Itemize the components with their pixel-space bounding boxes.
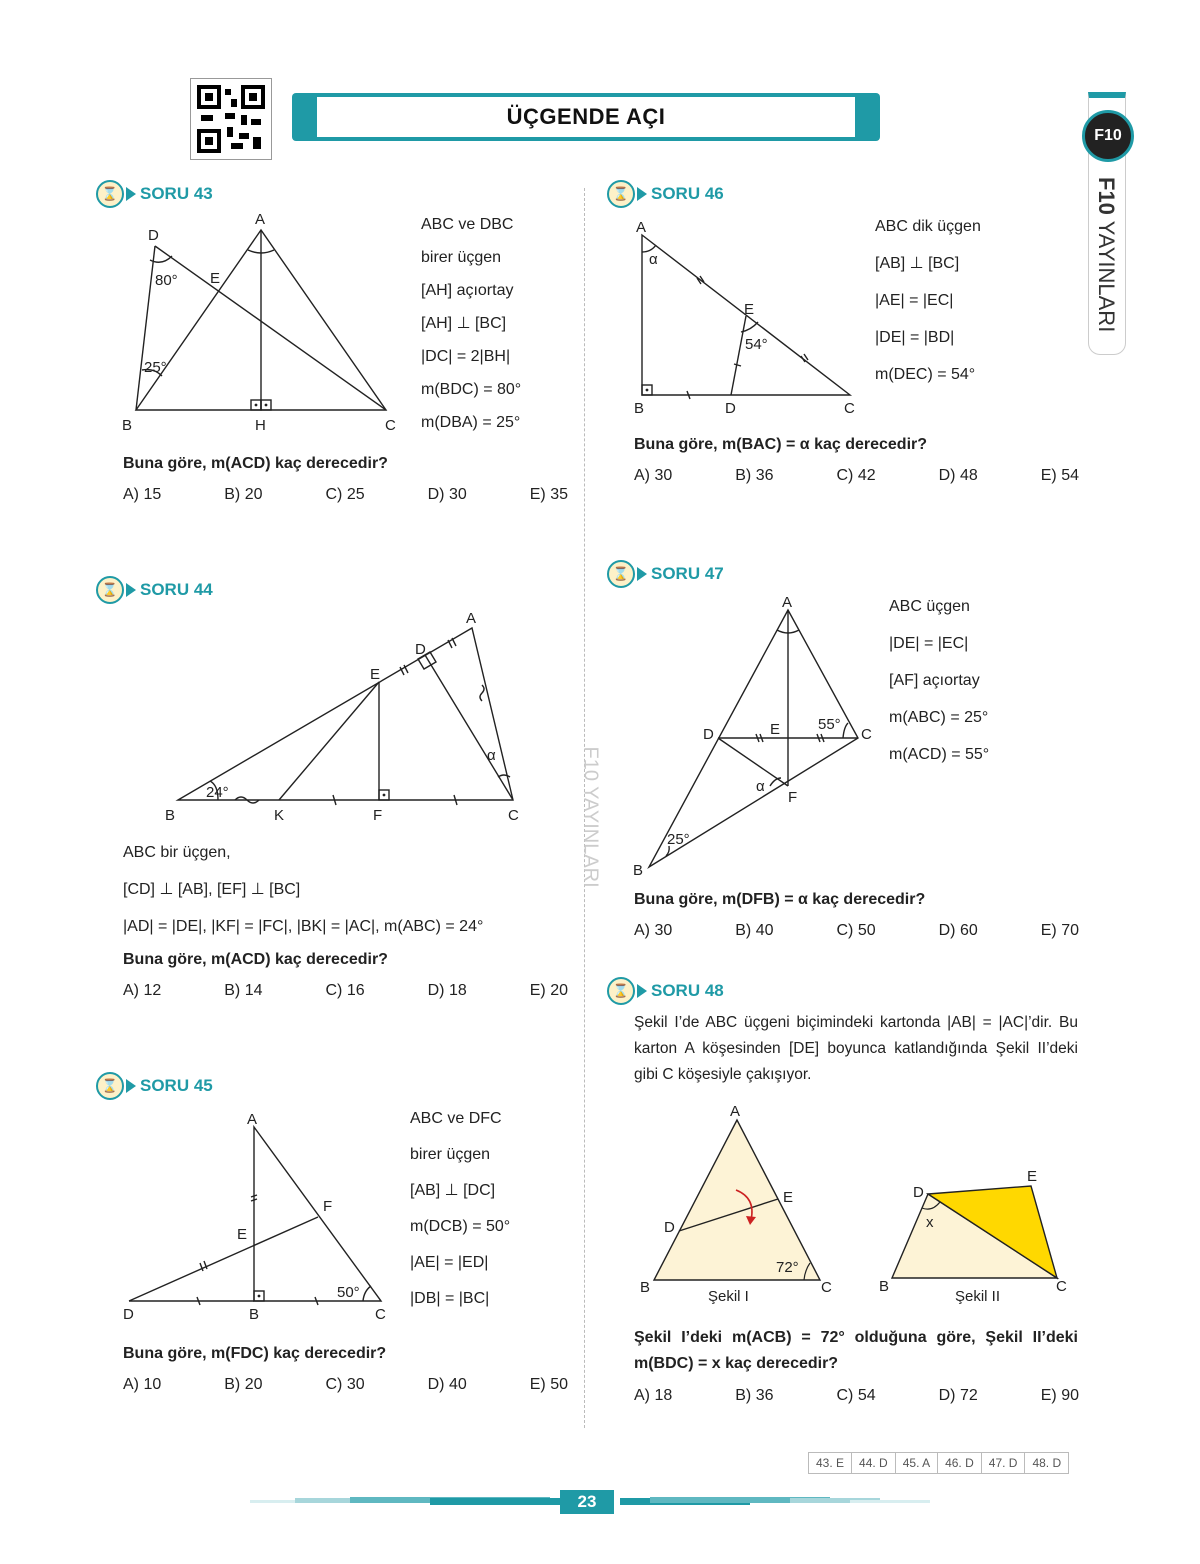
hourglass-icon: ⌛	[607, 977, 635, 1005]
fig48-2-C: C	[1056, 1278, 1067, 1295]
q45-given: ABC ve DFC birer üçgen [AB] ⊥ [DC] m(DCB) = 50° |AE| = |ED| |DB| = |BC|	[410, 1110, 511, 1307]
q47-option-d[interactable]: D) 60	[938, 922, 978, 939]
q43-question: Buna göre, m(ACD) kaç derecedir?	[123, 455, 388, 472]
q47-option-e[interactable]: E) 70	[1040, 922, 1079, 939]
answer-47: 47. D	[982, 1453, 1026, 1473]
question-45-label: ⌛ SORU 45	[96, 1072, 213, 1100]
fig47-B: B	[633, 862, 644, 879]
q45-option-b[interactable]: B) 20	[224, 1376, 263, 1393]
fig44-A: A	[466, 610, 477, 627]
question-48-label: ⌛ SORU 48	[607, 977, 724, 1005]
fig45-B: B	[249, 1306, 260, 1323]
q43-option-a[interactable]: A) 15	[123, 486, 162, 503]
answer-45: 45. A	[896, 1453, 938, 1473]
q47-given: ABC üçgen |DE| = |EC| [AF] açıortay m(ABC) = 25° m(ACD) = 55°	[889, 598, 990, 763]
figure-48-shape-1	[630, 1098, 840, 1310]
fig45-angle-50: 50°	[337, 1284, 360, 1301]
fig43-angle-25: 25°	[144, 359, 167, 376]
arrow-icon	[126, 583, 136, 597]
q48-question-line-1: Şekil I’deki m(ACB) = 72° olduğuna göre, Şekil II’deki	[634, 1329, 1078, 1346]
fig45-F: F	[323, 1198, 333, 1215]
figure-47	[625, 590, 895, 880]
q44-options	[123, 982, 568, 1000]
fig47-angle-55: 55°	[818, 716, 841, 733]
answer-44: 44. D	[852, 1453, 896, 1473]
fig47-E: E	[770, 721, 781, 738]
fig48-2-B: B	[879, 1278, 890, 1295]
q48-options	[634, 1387, 1079, 1405]
answer-key	[808, 1452, 1069, 1474]
q46-option-c[interactable]: C) 42	[836, 467, 876, 484]
fig44-D: D	[415, 641, 426, 658]
fig44-K: K	[274, 807, 285, 824]
fig44-angle-24: 24°	[206, 784, 229, 801]
answer-43: 43. E	[809, 1453, 852, 1473]
fig44-B: B	[165, 807, 176, 824]
q45-option-c[interactable]: C) 30	[325, 1376, 365, 1393]
fig43-D: D	[148, 227, 159, 244]
q44-option-b[interactable]: B) 14	[224, 982, 263, 999]
q47-options	[634, 922, 1079, 940]
fig43-C: C	[385, 417, 396, 434]
fig47-angle-25: 25°	[667, 831, 690, 848]
fig47-C: C	[861, 726, 872, 743]
arrow-icon	[126, 187, 136, 201]
page-title: ÜÇGENDE AÇI	[316, 96, 856, 138]
q47-option-c[interactable]: C) 50	[836, 922, 876, 939]
hourglass-icon: ⌛	[607, 560, 635, 588]
hourglass-icon: ⌛	[96, 180, 124, 208]
q48-option-d[interactable]: D) 72	[938, 1387, 978, 1404]
fig46-angle-54: 54°	[745, 336, 768, 353]
hourglass-icon: ⌛	[607, 180, 635, 208]
fig47-D: D	[703, 726, 714, 743]
fig43-H: H	[255, 417, 266, 434]
fig48-2-x: x	[926, 1214, 934, 1231]
hourglass-icon: ⌛	[96, 576, 124, 604]
q44-option-e[interactable]: E) 20	[529, 982, 568, 999]
q48-question-line-2: m(BDC) = x kaç derecedir?	[634, 1355, 839, 1372]
q48-option-b[interactable]: B) 36	[735, 1387, 774, 1404]
brand-logo: F10	[1082, 110, 1134, 162]
qr-code[interactable]	[190, 78, 272, 160]
fig43-E: E	[210, 270, 221, 287]
q47-option-a[interactable]: A) 30	[634, 922, 673, 939]
figure-48-shape-2	[870, 1160, 1085, 1310]
fig48-2-D: D	[913, 1184, 924, 1201]
question-47-label: ⌛ SORU 47	[607, 560, 724, 588]
q43-option-b[interactable]: B) 20	[224, 486, 263, 503]
figure-43	[110, 210, 410, 440]
fig48-1-A: A	[730, 1103, 741, 1120]
answer-46: 46. D	[938, 1453, 982, 1473]
arrow-icon	[637, 567, 647, 581]
fig48-1-C: C	[821, 1279, 832, 1296]
q43-given: ABC ve DBC birer üçgen [AH] açıortay [AH] ⊥ [BC] |DC| = 2|BH| m(BDC) = 80° m(DBA) = 25°	[421, 216, 522, 431]
q43-option-d[interactable]: D) 30	[427, 486, 467, 503]
figure-46	[625, 212, 875, 424]
watermark: F10 YAYINLARI	[579, 746, 602, 888]
fig47-A: A	[782, 594, 793, 611]
q43-option-e[interactable]: E) 35	[529, 486, 568, 503]
q44-question: Buna göre, m(ACD) kaç derecedir?	[123, 951, 388, 968]
q44-given: ABC bir üçgen, [CD] ⊥ [AB], [EF] ⊥ [BC] |AD| = |DE|, |KF| = |FC|, |BK| = |AC|, m(ABC) = 24°	[123, 844, 484, 935]
fig45-E: E	[237, 1226, 248, 1243]
fig44-F: F	[373, 807, 383, 824]
q48-option-a[interactable]: A) 18	[634, 1387, 673, 1404]
fig48-1-B: B	[640, 1279, 651, 1296]
q45-option-d[interactable]: D) 40	[427, 1376, 467, 1393]
q46-option-d[interactable]: D) 48	[938, 467, 978, 484]
q46-option-b[interactable]: B) 36	[735, 467, 774, 484]
fig48-1-E: E	[783, 1189, 794, 1206]
q47-option-b[interactable]: B) 40	[735, 922, 774, 939]
q47-question: Buna göre, m(DFB) = α kaç derecedir?	[634, 891, 926, 908]
q45-option-e[interactable]: E) 50	[529, 1376, 568, 1393]
fig45-C: C	[375, 1306, 386, 1323]
hourglass-icon: ⌛	[96, 1072, 124, 1100]
q44-option-c[interactable]: C) 16	[325, 982, 365, 999]
fig47-alpha: α	[756, 778, 765, 795]
question-46-label: ⌛ SORU 46	[607, 180, 724, 208]
figure-44	[160, 605, 540, 830]
fig46-E: E	[744, 301, 755, 318]
q43-option-c[interactable]: C) 25	[325, 486, 365, 503]
arrow-icon	[637, 984, 647, 998]
arrow-icon	[126, 1079, 136, 1093]
arrow-icon	[637, 187, 647, 201]
fig43-A: A	[255, 211, 266, 228]
fig48-1-angle-72: 72°	[776, 1259, 799, 1276]
fig46-D: D	[725, 400, 736, 417]
fig48-2-E: E	[1027, 1168, 1038, 1185]
fig44-E: E	[370, 666, 381, 683]
figure-45	[115, 1105, 405, 1327]
q44-option-d[interactable]: D) 18	[427, 982, 467, 999]
brand-text: F10 YAYINLARI	[1094, 177, 1119, 333]
title-banner	[292, 93, 880, 141]
q46-given: ABC dik üçgen [AB] ⊥ [BC] |AE| = |EC| |DE| = |BD| m(DEC) = 54°	[875, 218, 981, 383]
fig45-A: A	[247, 1111, 258, 1128]
fig46-A: A	[636, 219, 647, 236]
q48-paragraph: Şekil I’de ABC üçgeni biçimindeki kartonda |AB| = |AC|’dir. Bu karton A köşesinden [DE] boyunca katlandığında Şekil II’deki gibi C köşesiyle çakışıyor.	[634, 1014, 1078, 1083]
q43-options	[123, 486, 568, 504]
fig43-angle-80: 80°	[155, 272, 178, 289]
q46-options	[634, 467, 1079, 485]
q45-option-a[interactable]: A) 10	[123, 1376, 162, 1393]
fig45-D: D	[123, 1306, 134, 1323]
question-43-label: ⌛ SORU 43	[96, 180, 213, 208]
page-number: 23	[560, 1490, 614, 1514]
fig46-B: B	[634, 400, 645, 417]
q46-option-e[interactable]: E) 54	[1040, 467, 1079, 484]
fig47-F: F	[788, 789, 798, 806]
fig44-alpha: α	[487, 747, 496, 764]
fig46-C: C	[844, 400, 855, 417]
q46-question: Buna göre, m(BAC) = α kaç derecedir?	[634, 436, 928, 453]
q46-option-a[interactable]: A) 30	[634, 467, 673, 484]
fig46-alpha: α	[649, 251, 658, 268]
q48-option-c[interactable]: C) 54	[836, 1387, 876, 1404]
q45-options	[123, 1376, 568, 1394]
q44-option-a[interactable]: A) 12	[123, 982, 162, 999]
question-44-label: ⌛ SORU 44	[96, 576, 213, 604]
q45-question: Buna göre, m(FDC) kaç derecedir?	[123, 1345, 387, 1362]
fig48-1-caption: Şekil I	[708, 1288, 749, 1305]
q48-option-e[interactable]: E) 90	[1040, 1387, 1079, 1404]
fig48-1-D: D	[664, 1219, 675, 1236]
fig48-2-caption: Şekil II	[955, 1288, 1001, 1305]
fig43-B: B	[122, 417, 133, 434]
fig44-C: C	[508, 807, 519, 824]
answer-48: 48. D	[1032, 1456, 1062, 1470]
